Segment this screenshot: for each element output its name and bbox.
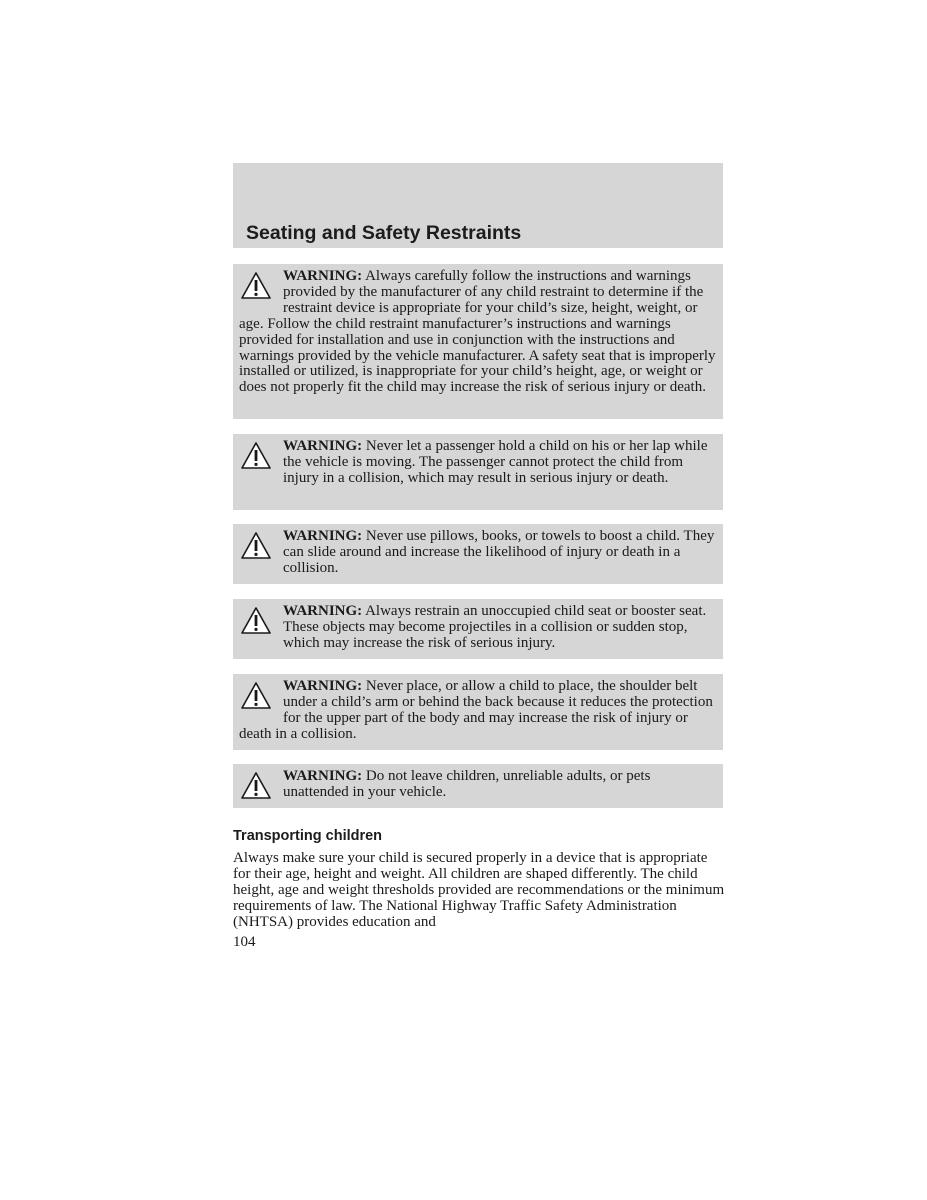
warning-triangle-icon: [240, 271, 274, 301]
warning-box: [233, 264, 723, 419]
warning-text: WARNING: Never let a passenger hold a child on his or her lap while the vehicle is moving. The passenger cannot protect the child from injury in a collision, which may result in serious injury or death.: [283, 438, 708, 486]
warning-label: WARNING:: [283, 438, 363, 454]
warning-text: WARNING: Never place, or allow a child to place, the shoulder belt under a child’s arm or behind the back because it reduces the protection for the upper part of the body and may increase the risk of injury or death in a collision.: [239, 678, 713, 742]
warning-label: WARNING:: [283, 268, 363, 284]
warning-label: WARNING:: [283, 603, 363, 619]
warning-box: [233, 674, 723, 750]
warning-triangle-icon: [240, 771, 274, 801]
warning-triangle-icon: [240, 606, 274, 636]
warning-label: WARNING:: [283, 768, 363, 784]
section-title: Seating and Safety Restraints: [246, 222, 522, 244]
warning-box: [233, 599, 723, 659]
warning-triangle-icon: [240, 531, 274, 561]
warning-label: WARNING:: [283, 678, 363, 694]
section-heading: Transporting children: [233, 828, 383, 844]
warning-text: WARNING: Do not leave children, unreliable adults, or pets unattended in your vehicle.: [283, 768, 651, 800]
warning-box: [233, 434, 723, 510]
page-number: 104: [233, 934, 256, 950]
warning-triangle-icon: [240, 441, 274, 471]
warning-triangle-icon: [240, 681, 274, 711]
warning-box: [233, 764, 723, 808]
warning-label: WARNING:: [283, 528, 363, 544]
warning-box: [233, 524, 723, 584]
warning-text: WARNING: Always restrain an unoccupied child seat or booster seat. These objects may become projectiles in a collision or sudden stop, which may increase the risk of serious injury.: [283, 603, 707, 651]
warning-text: WARNING: Always carefully follow the instructions and warnings provided by the manufacturer of any child restraint to determine if the restraint device is appropriate for your child’s size, height, weight, or age. Follow the child restraint manufacturer’s instructions and warnings provided for installation and use in conjunction with the instructions and warnings provided by the vehicle manufacturer. A safety seat that is improperly installed or utilized, is inappropriate for your child’s height, age, or weight or does not properly fit the child may increase the risk of serious injury or death.: [239, 268, 716, 396]
section-header-bar: [233, 163, 723, 248]
warning-text: WARNING: Never use pillows, books, or towels to boost a child. They can slide around and increase the likelihood of injury or death in a collision.: [283, 528, 715, 576]
body-paragraph: Always make sure your child is secured properly in a device that is appropriate for their age, height and weight. All children are shaped differently. The child height, age and weight thresholds provided are recommendations or the minimum requirements of law. The National Highway Traffic Safety Administration (NHTSA) provides education and: [233, 850, 725, 930]
